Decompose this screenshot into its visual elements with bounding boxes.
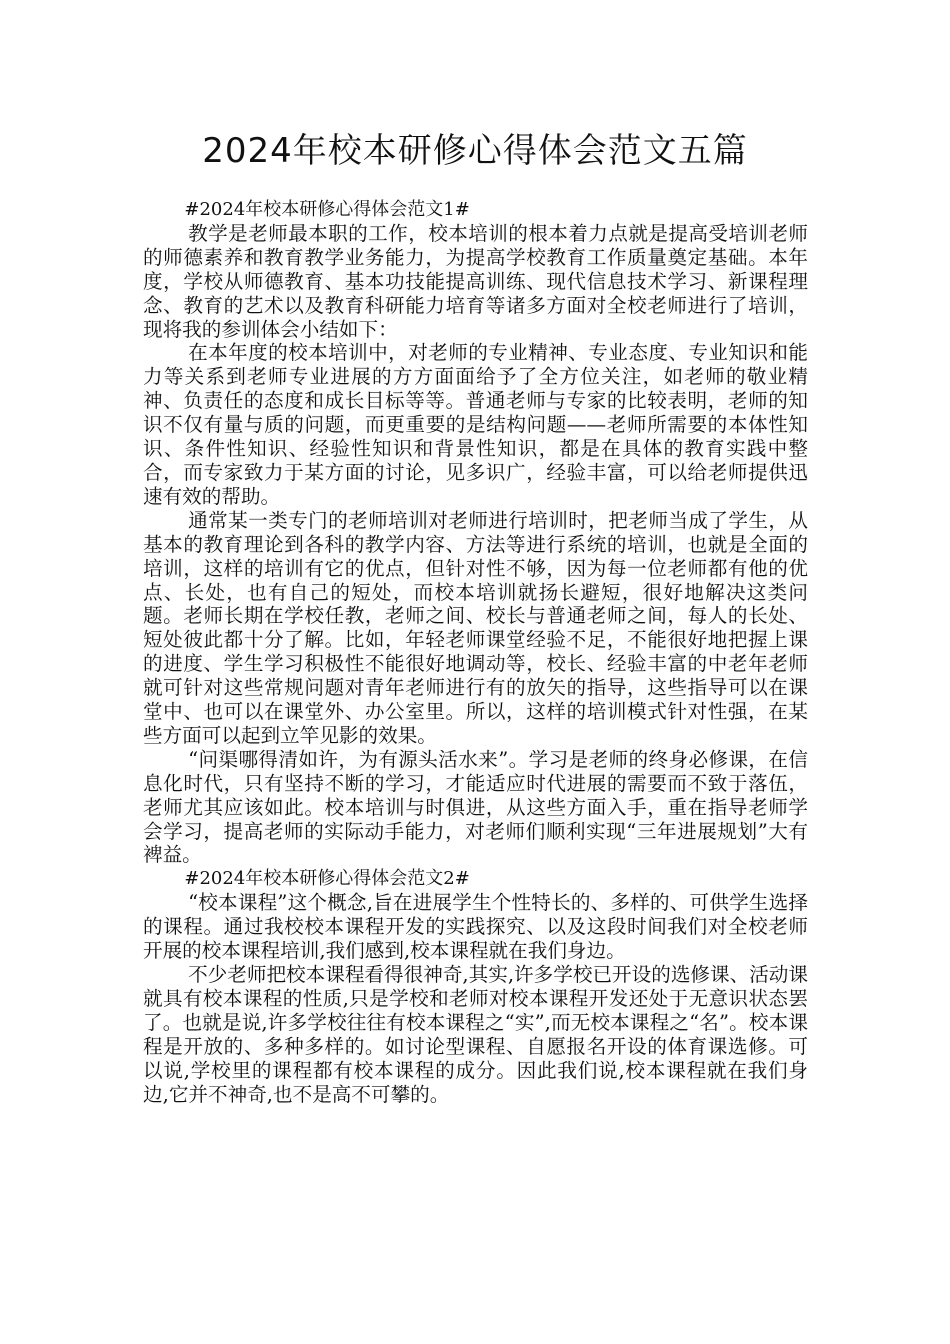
document-body bbox=[143, 198, 808, 1106]
paragraph: “问渠哪得清如许，为有源头活水来”。学习是老师的终身必修课，在信息化时代，只有坚持不断的学习，才能适应时代进展的需要而不致于落伍，老师尤其应该如此。校本培训与时俱进，从这些方面入手，重在指导老师学会学习，提高老师的实际动手能力，对老师们顺利实现“三年进展规划”大有裨益。 bbox=[143, 747, 808, 867]
document-title: 2024年校本研修心得体会范文五篇 bbox=[202, 131, 748, 171]
paragraph: 在本年度的校本培训中，对老师的专业精神、专业态度、专业知识和能力等关系到老师专业进展的方方面面给予了全方位关注，如老师的敬业精神、负责任的态度和成长目标等等。普通老师与专家的比较表明，老师的知识不仅有量与质的问题，而更重要的是结构问题——老师所需要的本体性知识、条件性知识、经验性知识和背景性知识，都是在具体的教育实践中整合，而专家致力于某方面的讨论，见多识广，经验丰富，可以给老师提供迅速有效的帮助。 bbox=[143, 341, 808, 508]
section-heading-1: #2024年校本研修心得体会范文1# bbox=[184, 199, 470, 220]
paragraph: 不少老师把校本课程看得很神奇,其实,许多学校已开设的选修课、活动课就具有校本课程的性质,只是学校和老师对校本课程开发还处于无意识状态罢了。也就是说,许多学校往往有校本课程之“实”,而无校本课程之“名”。校本课程是开放的、多种多样的。如讨论型课程、自愿报名开设的体育课选修。可以说,学校里的课程都有校本课程的成分。因此我们说,校本课程就在我们身边,它并不神奇,也不是高不可攀的。 bbox=[143, 963, 808, 1106]
section-heading-2: #2024年校本研修心得体会范文2# bbox=[184, 868, 470, 890]
paragraph: 通常某一类专门的老师培训对老师进行培训时，把老师当成了学生，从基本的教育理论到各科的教学内容、方法等进行系统的培训，也就是全面的培训，这样的培训有它的优点，但针对性不够，因为每一位老师都有他的优点、长处，也有自己的短处，而校本培训就扬长避短，很好地解决这类问题。老师长期在学校任教，老师之间、校长与普通老师之间，每人的长处、短处彼此都十分了解。比如，年轻老师课堂经验不足，不能很好地把握上课的进度、学生学习积极性不能很好地调动等，校长、经验丰富的中老年老师就可针对这些常规问题对青年老师进行有的放矢的指导，这些指导可以在课堂中、也可以在课堂外、办公室里。所以，这样的培训模式针对性强，在某些方面可以起到立竿见影的效果。 bbox=[143, 508, 808, 747]
paragraph: 教学是老师最本职的工作，校本培训的根本着力点就是提高受培训老师的师德素养和教育教学业务能力，为提高学校教育工作质量奠定基础。本年度，学校从师德教育、基本功技能提高训练、现代信息技术学习、新课程理念、教育的艺术以及教育科研能力培育等诸多方面对全校老师进行了培训，现将我的参训体会小结如下： bbox=[143, 221, 808, 341]
paragraph: “校本课程”这个概念,旨在进展学生个性特长的、多样的、可供学生选择的课程。通过我校校本课程开发的实践探究、以及这段时间我们对全校老师开展的校本课程培训,我们感到,校本课程就在我们身边。 bbox=[143, 891, 808, 963]
